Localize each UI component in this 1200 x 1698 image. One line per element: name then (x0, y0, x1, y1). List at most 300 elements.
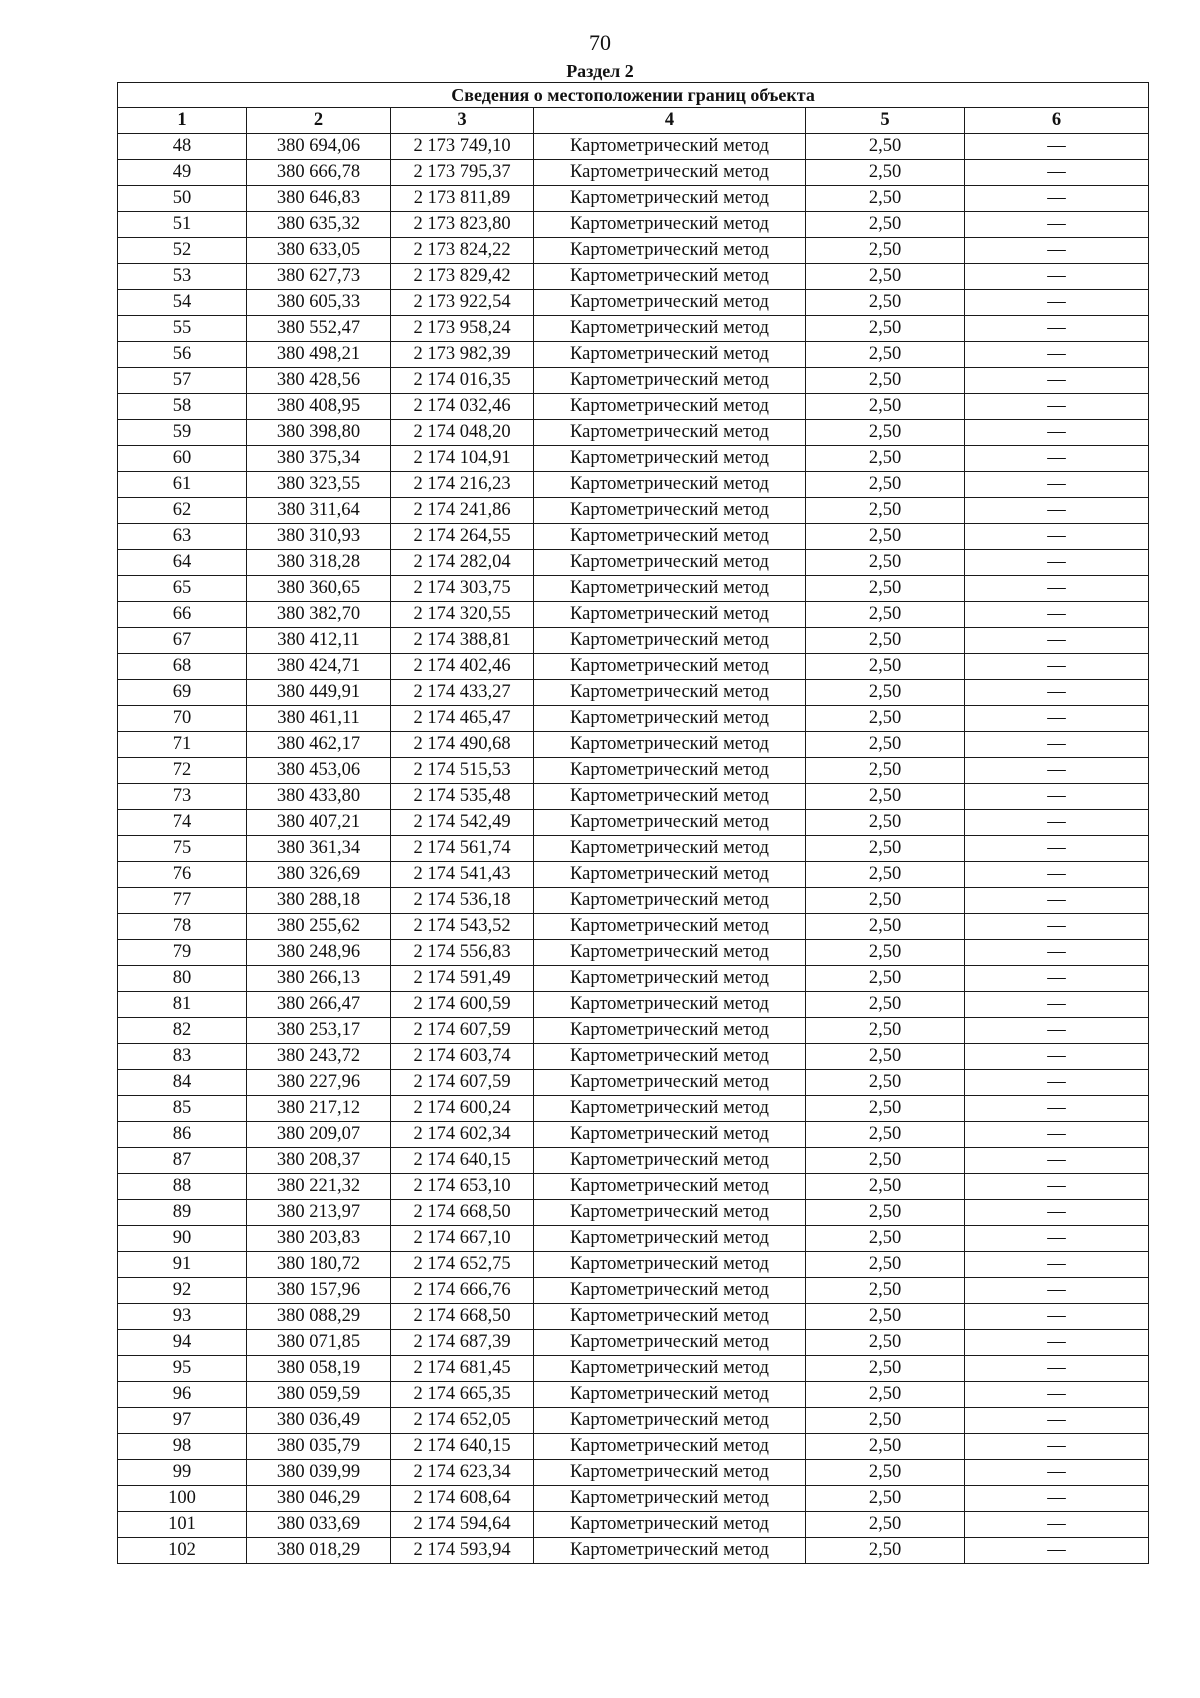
accuracy-cell: 2,50 (806, 394, 965, 420)
x-coordinate-cell: 380 398,80 (247, 420, 391, 446)
accuracy-cell: 2,50 (806, 1044, 965, 1070)
note-cell: — (965, 1122, 1149, 1148)
accuracy-cell: 2,50 (806, 758, 965, 784)
table-row (118, 1512, 1149, 1538)
column-header: 2 (247, 108, 391, 134)
table-row (118, 1096, 1149, 1122)
point-number-cell: 78 (118, 914, 247, 940)
x-coordinate-cell: 380 382,70 (247, 602, 391, 628)
table-row (118, 472, 1149, 498)
accuracy-cell: 2,50 (806, 706, 965, 732)
y-coordinate-cell: 2 174 668,50 (391, 1200, 534, 1226)
method-cell: Картометрический метод (534, 1096, 806, 1122)
method-cell: Картометрический метод (534, 1226, 806, 1252)
method-cell: Картометрический метод (534, 1382, 806, 1408)
accuracy-cell: 2,50 (806, 680, 965, 706)
note-cell: — (965, 1018, 1149, 1044)
note-cell: — (965, 160, 1149, 186)
table-row (118, 758, 1149, 784)
y-coordinate-cell: 2 174 282,04 (391, 550, 534, 576)
accuracy-cell: 2,50 (806, 1174, 965, 1200)
x-coordinate-cell: 380 046,29 (247, 1486, 391, 1512)
point-number-cell: 70 (118, 706, 247, 732)
method-cell: Картометрический метод (534, 1278, 806, 1304)
table-row (118, 134, 1149, 160)
method-cell: Картометрический метод (534, 1460, 806, 1486)
x-coordinate-cell: 380 036,49 (247, 1408, 391, 1434)
method-cell: Картометрический метод (534, 992, 806, 1018)
table-row (118, 1122, 1149, 1148)
table-row (118, 212, 1149, 238)
point-number-cell: 57 (118, 368, 247, 394)
x-coordinate-cell: 380 433,80 (247, 784, 391, 810)
y-coordinate-cell: 2 174 216,23 (391, 472, 534, 498)
method-cell: Картометрический метод (534, 342, 806, 368)
note-cell: — (965, 758, 1149, 784)
x-coordinate-cell: 380 552,47 (247, 316, 391, 342)
table-row (118, 1434, 1149, 1460)
note-cell: — (965, 1408, 1149, 1434)
y-coordinate-cell: 2 173 824,22 (391, 238, 534, 264)
table-row (118, 550, 1149, 576)
note-cell: — (965, 992, 1149, 1018)
method-cell: Картометрический метод (534, 836, 806, 862)
x-coordinate-cell: 380 412,11 (247, 628, 391, 654)
column-header: 5 (806, 108, 965, 134)
accuracy-cell: 2,50 (806, 524, 965, 550)
note-cell: — (965, 342, 1149, 368)
accuracy-cell: 2,50 (806, 1330, 965, 1356)
point-number-cell: 76 (118, 862, 247, 888)
method-cell: Картометрический метод (534, 1200, 806, 1226)
method-cell: Картометрический метод (534, 1122, 806, 1148)
point-number-cell: 95 (118, 1356, 247, 1382)
note-cell: — (965, 1382, 1149, 1408)
table-row (118, 966, 1149, 992)
note-cell: — (965, 212, 1149, 238)
point-number-cell: 75 (118, 836, 247, 862)
table-row (118, 524, 1149, 550)
table-row (118, 342, 1149, 368)
note-cell: — (965, 1460, 1149, 1486)
accuracy-cell: 2,50 (806, 1486, 965, 1512)
accuracy-cell: 2,50 (806, 576, 965, 602)
accuracy-cell: 2,50 (806, 1408, 965, 1434)
y-coordinate-cell: 2 174 320,55 (391, 602, 534, 628)
point-number-cell: 94 (118, 1330, 247, 1356)
method-cell: Картометрический метод (534, 524, 806, 550)
y-coordinate-cell: 2 174 433,27 (391, 680, 534, 706)
point-number-cell: 101 (118, 1512, 247, 1538)
x-coordinate-cell: 380 018,29 (247, 1538, 391, 1564)
x-coordinate-cell: 380 311,64 (247, 498, 391, 524)
table-row (118, 1200, 1149, 1226)
accuracy-cell: 2,50 (806, 1460, 965, 1486)
point-number-cell: 66 (118, 602, 247, 628)
method-cell: Картометрический метод (534, 498, 806, 524)
method-cell: Картометрический метод (534, 134, 806, 160)
y-coordinate-cell: 2 173 749,10 (391, 134, 534, 160)
method-cell: Картометрический метод (534, 160, 806, 186)
table-row (118, 784, 1149, 810)
note-cell: — (965, 1044, 1149, 1070)
point-number-cell: 84 (118, 1070, 247, 1096)
accuracy-cell: 2,50 (806, 1356, 965, 1382)
table-row (118, 160, 1149, 186)
x-coordinate-cell: 380 449,91 (247, 680, 391, 706)
y-coordinate-cell: 2 174 607,59 (391, 1070, 534, 1096)
point-number-cell: 72 (118, 758, 247, 784)
column-header: 6 (965, 108, 1149, 134)
method-cell: Картометрический метод (534, 706, 806, 732)
accuracy-cell: 2,50 (806, 1122, 965, 1148)
point-number-cell: 71 (118, 732, 247, 758)
accuracy-cell: 2,50 (806, 1278, 965, 1304)
x-coordinate-cell: 380 462,17 (247, 732, 391, 758)
y-coordinate-cell: 2 174 388,81 (391, 628, 534, 654)
note-cell: — (965, 264, 1149, 290)
table-row (118, 1330, 1149, 1356)
note-cell: — (965, 576, 1149, 602)
table-row (118, 576, 1149, 602)
note-cell: — (965, 1434, 1149, 1460)
point-number-cell: 102 (118, 1538, 247, 1564)
accuracy-cell: 2,50 (806, 368, 965, 394)
accuracy-cell: 2,50 (806, 134, 965, 160)
method-cell: Картометрический метод (534, 654, 806, 680)
y-coordinate-cell: 2 174 665,35 (391, 1382, 534, 1408)
point-number-cell: 80 (118, 966, 247, 992)
note-cell: — (965, 1148, 1149, 1174)
point-number-cell: 58 (118, 394, 247, 420)
method-cell: Картометрический метод (534, 446, 806, 472)
y-coordinate-cell: 2 174 652,75 (391, 1252, 534, 1278)
table-row (118, 1356, 1149, 1382)
note-cell: — (965, 368, 1149, 394)
y-coordinate-cell: 2 174 556,83 (391, 940, 534, 966)
method-cell: Картометрический метод (534, 628, 806, 654)
method-cell: Картометрический метод (534, 1018, 806, 1044)
note-cell: — (965, 940, 1149, 966)
table-row (118, 498, 1149, 524)
x-coordinate-cell: 380 088,29 (247, 1304, 391, 1330)
accuracy-cell: 2,50 (806, 472, 965, 498)
x-coordinate-cell: 380 408,95 (247, 394, 391, 420)
table-header-row (118, 108, 1149, 134)
x-coordinate-cell: 380 666,78 (247, 160, 391, 186)
table-row (118, 290, 1149, 316)
y-coordinate-cell: 2 174 668,50 (391, 1304, 534, 1330)
accuracy-cell: 2,50 (806, 602, 965, 628)
column-header: 4 (534, 108, 806, 134)
accuracy-cell: 2,50 (806, 732, 965, 758)
note-cell: — (965, 966, 1149, 992)
table-row (118, 420, 1149, 446)
accuracy-cell: 2,50 (806, 1226, 965, 1252)
table-row (118, 1174, 1149, 1200)
note-cell: — (965, 1304, 1149, 1330)
x-coordinate-cell: 380 288,18 (247, 888, 391, 914)
x-coordinate-cell: 380 694,06 (247, 134, 391, 160)
accuracy-cell: 2,50 (806, 238, 965, 264)
point-number-cell: 50 (118, 186, 247, 212)
method-cell: Картометрический метод (534, 420, 806, 446)
accuracy-cell: 2,50 (806, 992, 965, 1018)
table-row (118, 264, 1149, 290)
x-coordinate-cell: 380 453,06 (247, 758, 391, 784)
y-coordinate-cell: 2 174 640,15 (391, 1434, 534, 1460)
method-cell: Картометрический метод (534, 888, 806, 914)
table-row (118, 1018, 1149, 1044)
point-number-cell: 88 (118, 1174, 247, 1200)
note-cell: — (965, 1512, 1149, 1538)
note-cell: — (965, 1356, 1149, 1382)
table-caption-row (118, 83, 1149, 108)
note-cell: — (965, 134, 1149, 160)
x-coordinate-cell: 380 627,73 (247, 264, 391, 290)
y-coordinate-cell: 2 174 264,55 (391, 524, 534, 550)
note-cell: — (965, 914, 1149, 940)
note-cell: — (965, 1200, 1149, 1226)
y-coordinate-cell: 2 173 795,37 (391, 160, 534, 186)
y-coordinate-cell: 2 174 608,64 (391, 1486, 534, 1512)
column-header: 1 (118, 108, 247, 134)
note-cell: — (965, 238, 1149, 264)
accuracy-cell: 2,50 (806, 1434, 965, 1460)
table-row (118, 680, 1149, 706)
point-number-cell: 55 (118, 316, 247, 342)
method-cell: Картометрический метод (534, 316, 806, 342)
table-row (118, 1304, 1149, 1330)
method-cell: Картометрический метод (534, 732, 806, 758)
point-number-cell: 69 (118, 680, 247, 706)
x-coordinate-cell: 380 635,32 (247, 212, 391, 238)
table-row (118, 1252, 1149, 1278)
table-row (118, 914, 1149, 940)
point-number-cell: 49 (118, 160, 247, 186)
method-cell: Картометрический метод (534, 1148, 806, 1174)
table-row (118, 1460, 1149, 1486)
x-coordinate-cell: 380 646,83 (247, 186, 391, 212)
x-coordinate-cell: 380 213,97 (247, 1200, 391, 1226)
point-number-cell: 91 (118, 1252, 247, 1278)
note-cell: — (965, 394, 1149, 420)
point-number-cell: 85 (118, 1096, 247, 1122)
y-coordinate-cell: 2 174 016,35 (391, 368, 534, 394)
point-number-cell: 54 (118, 290, 247, 316)
y-coordinate-cell: 2 174 591,49 (391, 966, 534, 992)
x-coordinate-cell: 380 323,55 (247, 472, 391, 498)
x-coordinate-cell: 380 253,17 (247, 1018, 391, 1044)
page-number: 70 (589, 30, 611, 55)
note-cell: — (965, 1096, 1149, 1122)
x-coordinate-cell: 380 227,96 (247, 1070, 391, 1096)
note-cell: — (965, 498, 1149, 524)
note-cell: — (965, 186, 1149, 212)
x-coordinate-cell: 380 461,11 (247, 706, 391, 732)
x-coordinate-cell: 380 243,72 (247, 1044, 391, 1070)
x-coordinate-cell: 380 208,37 (247, 1148, 391, 1174)
note-cell: — (965, 1070, 1149, 1096)
note-cell: — (965, 732, 1149, 758)
x-coordinate-cell: 380 360,65 (247, 576, 391, 602)
column-header: 3 (391, 108, 534, 134)
note-cell: — (965, 420, 1149, 446)
note-cell: — (965, 680, 1149, 706)
method-cell: Картометрический метод (534, 602, 806, 628)
accuracy-cell: 2,50 (806, 1538, 965, 1564)
y-coordinate-cell: 2 174 241,86 (391, 498, 534, 524)
y-coordinate-cell: 2 173 922,54 (391, 290, 534, 316)
y-coordinate-cell: 2 174 104,91 (391, 446, 534, 472)
note-cell: — (965, 524, 1149, 550)
note-cell: — (965, 1330, 1149, 1356)
point-number-cell: 86 (118, 1122, 247, 1148)
point-number-cell: 61 (118, 472, 247, 498)
table-row (118, 394, 1149, 420)
method-cell: Картометрический метод (534, 940, 806, 966)
x-coordinate-cell: 380 326,69 (247, 862, 391, 888)
point-number-cell: 64 (118, 550, 247, 576)
point-number-cell: 93 (118, 1304, 247, 1330)
x-coordinate-cell: 380 203,83 (247, 1226, 391, 1252)
point-number-cell: 48 (118, 134, 247, 160)
y-coordinate-cell: 2 174 600,24 (391, 1096, 534, 1122)
table-row (118, 1382, 1149, 1408)
accuracy-cell: 2,50 (806, 446, 965, 472)
note-cell: — (965, 1252, 1149, 1278)
note-cell: — (965, 602, 1149, 628)
point-number-cell: 52 (118, 238, 247, 264)
point-number-cell: 60 (118, 446, 247, 472)
x-coordinate-cell: 380 361,34 (247, 836, 391, 862)
x-coordinate-cell: 380 209,07 (247, 1122, 391, 1148)
point-number-cell: 90 (118, 1226, 247, 1252)
note-cell: — (965, 628, 1149, 654)
accuracy-cell: 2,50 (806, 1096, 965, 1122)
y-coordinate-cell: 2 173 982,39 (391, 342, 534, 368)
y-coordinate-cell: 2 174 536,18 (391, 888, 534, 914)
point-number-cell: 67 (118, 628, 247, 654)
method-cell: Картометрический метод (534, 1044, 806, 1070)
note-cell: — (965, 810, 1149, 836)
x-coordinate-cell: 380 217,12 (247, 1096, 391, 1122)
accuracy-cell: 2,50 (806, 1252, 965, 1278)
accuracy-cell: 2,50 (806, 1382, 965, 1408)
accuracy-cell: 2,50 (806, 966, 965, 992)
method-cell: Картометрический метод (534, 1304, 806, 1330)
table-row (118, 940, 1149, 966)
note-cell: — (965, 1538, 1149, 1564)
x-coordinate-cell: 380 157,96 (247, 1278, 391, 1304)
point-number-cell: 59 (118, 420, 247, 446)
x-coordinate-cell: 380 318,28 (247, 550, 391, 576)
table-row (118, 732, 1149, 758)
note-cell: — (965, 550, 1149, 576)
table-caption: Сведения о местоположении границ объекта (118, 83, 1149, 108)
method-cell: Картометрический метод (534, 576, 806, 602)
method-cell: Картометрический метод (534, 1252, 806, 1278)
y-coordinate-cell: 2 174 402,46 (391, 654, 534, 680)
table-row (118, 862, 1149, 888)
accuracy-cell: 2,50 (806, 1070, 965, 1096)
accuracy-cell: 2,50 (806, 212, 965, 238)
x-coordinate-cell: 380 266,47 (247, 992, 391, 1018)
x-coordinate-cell: 380 221,32 (247, 1174, 391, 1200)
x-coordinate-cell: 380 407,21 (247, 810, 391, 836)
x-coordinate-cell: 380 424,71 (247, 654, 391, 680)
table-row (118, 1044, 1149, 1070)
method-cell: Картометрический метод (534, 394, 806, 420)
y-coordinate-cell: 2 174 593,94 (391, 1538, 534, 1564)
accuracy-cell: 2,50 (806, 810, 965, 836)
point-number-cell: 79 (118, 940, 247, 966)
table-row (118, 1148, 1149, 1174)
table-row (118, 602, 1149, 628)
y-coordinate-cell: 2 173 958,24 (391, 316, 534, 342)
method-cell: Картометрический метод (534, 290, 806, 316)
table-row (118, 654, 1149, 680)
point-number-cell: 87 (118, 1148, 247, 1174)
y-coordinate-cell: 2 174 541,43 (391, 862, 534, 888)
y-coordinate-cell: 2 174 602,34 (391, 1122, 534, 1148)
accuracy-cell: 2,50 (806, 186, 965, 212)
x-coordinate-cell: 380 058,19 (247, 1356, 391, 1382)
method-cell: Картометрический метод (534, 1356, 806, 1382)
table-row (118, 1278, 1149, 1304)
point-number-cell: 99 (118, 1460, 247, 1486)
accuracy-cell: 2,50 (806, 628, 965, 654)
note-cell: — (965, 472, 1149, 498)
point-number-cell: 96 (118, 1382, 247, 1408)
note-cell: — (965, 316, 1149, 342)
table-row (118, 1070, 1149, 1096)
accuracy-cell: 2,50 (806, 888, 965, 914)
note-cell: — (965, 862, 1149, 888)
table-row (118, 1486, 1149, 1512)
y-coordinate-cell: 2 174 515,53 (391, 758, 534, 784)
y-coordinate-cell: 2 174 603,74 (391, 1044, 534, 1070)
accuracy-cell: 2,50 (806, 342, 965, 368)
accuracy-cell: 2,50 (806, 1512, 965, 1538)
accuracy-cell: 2,50 (806, 654, 965, 680)
accuracy-cell: 2,50 (806, 550, 965, 576)
method-cell: Картометрический метод (534, 1434, 806, 1460)
y-coordinate-cell: 2 174 623,34 (391, 1460, 534, 1486)
accuracy-cell: 2,50 (806, 290, 965, 316)
note-cell: — (965, 290, 1149, 316)
method-cell: Картометрический метод (534, 1408, 806, 1434)
y-coordinate-cell: 2 174 667,10 (391, 1226, 534, 1252)
x-coordinate-cell: 380 266,13 (247, 966, 391, 992)
accuracy-cell: 2,50 (806, 160, 965, 186)
y-coordinate-cell: 2 173 829,42 (391, 264, 534, 290)
note-cell: — (965, 784, 1149, 810)
accuracy-cell: 2,50 (806, 1200, 965, 1226)
y-coordinate-cell: 2 174 681,45 (391, 1356, 534, 1382)
table-row (118, 706, 1149, 732)
point-number-cell: 62 (118, 498, 247, 524)
x-coordinate-cell: 380 035,79 (247, 1434, 391, 1460)
y-coordinate-cell: 2 174 303,75 (391, 576, 534, 602)
point-number-cell: 63 (118, 524, 247, 550)
method-cell: Картометрический метод (534, 238, 806, 264)
table-row (118, 888, 1149, 914)
y-coordinate-cell: 2 174 048,20 (391, 420, 534, 446)
method-cell: Картометрический метод (534, 368, 806, 394)
x-coordinate-cell: 380 180,72 (247, 1252, 391, 1278)
point-number-cell: 51 (118, 212, 247, 238)
